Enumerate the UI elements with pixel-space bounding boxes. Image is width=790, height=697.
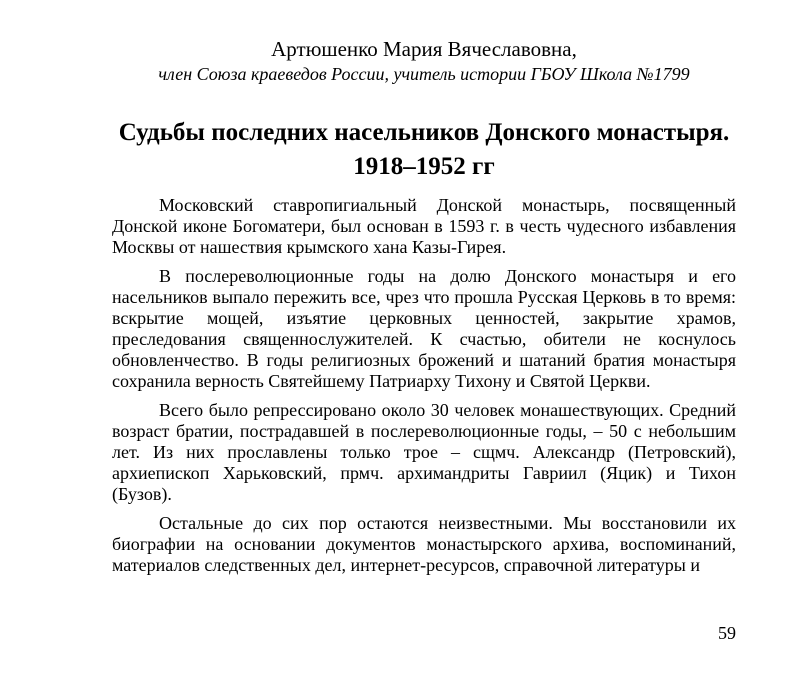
article-title: Судьбы последних насельников Донского монастыря. 1918–1952 гг bbox=[118, 119, 730, 180]
author-affiliation: член Союза краеведов России, учитель истории ГБОУ Школа №1799 bbox=[158, 64, 690, 84]
paragraph: Московский ставропигиальный Донской монастырь, посвященный Донской иконе Богоматери, был основан в 1593 г. в честь чудесного избавления Москвы от нашествия крымского хана Казы-Гирея. bbox=[112, 195, 736, 257]
paragraph: Всего было репрессировано около 30 человек монашествующих. Средний возраст братии, пострадавшей в послереволюционные годы, – 50 с небольшим лет. Из них прославлены только трое – сщмч. Александр (Петровский), архиепископ Харьковский, прмч. архимандриты Гавриил (Яцик) и Тихон (Бузов). bbox=[112, 400, 736, 504]
page-number: 59 bbox=[718, 623, 736, 643]
author-name: Артюшенко Мария Вячеславовна, bbox=[271, 37, 577, 61]
paragraph: В послереволюционные годы на долю Донского монастыря и его насельников выпало пережить все, чрез что прошла Русская Церковь в то время: вскрытие мощей, изъятие церковных ценностей, закрытие храмов, преследования священнослужителей. К счастью, обители не коснулось обновленчество. В годы религиозных брожений и шатаний братия монастыря сохранила верность Святейшему Патриарху Тихону и Святой Церкви. bbox=[112, 266, 736, 391]
paragraph: Остальные до сих пор остаются неизвестными. Мы восстановили их биографии на основании документов монастырского архива, воспоминаний, материалов следственных дел, интернет-ресурсов, справочной литературы и bbox=[112, 513, 736, 575]
article-body bbox=[112, 195, 736, 584]
